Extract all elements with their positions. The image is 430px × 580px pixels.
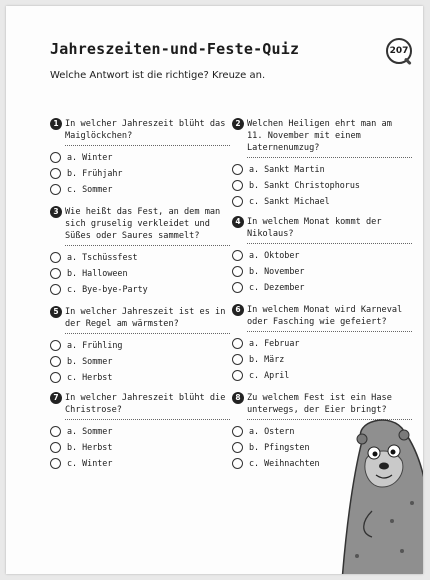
question-text xyxy=(232,118,412,154)
answer-label: b. Halloween xyxy=(67,268,128,278)
answer-option[interactable] xyxy=(50,369,230,385)
answer-option[interactable] xyxy=(232,367,412,383)
answer-checkbox[interactable] xyxy=(232,354,243,365)
answer-checkbox[interactable] xyxy=(50,340,61,351)
question-label: In welchem Monat wird Karneval oder Fasching wie gefeiert? xyxy=(247,305,403,327)
answer-option[interactable] xyxy=(50,455,230,471)
question-text xyxy=(50,206,230,242)
answer-option[interactable] xyxy=(232,177,412,193)
question-label: In welcher Jahreszeit blüht die Christrose? xyxy=(65,393,226,415)
answer-checkbox[interactable] xyxy=(50,426,61,437)
answer-checkbox[interactable] xyxy=(50,442,61,453)
answer-label: c. April xyxy=(249,370,290,380)
question-7 xyxy=(50,392,230,471)
question-6 xyxy=(232,304,412,383)
answer-option[interactable] xyxy=(232,263,412,279)
answer-checkbox[interactable] xyxy=(50,168,61,179)
answer-line xyxy=(247,331,412,332)
answer-option[interactable] xyxy=(232,279,412,295)
answer-line xyxy=(65,333,230,334)
page-number-badge xyxy=(386,38,413,65)
answer-label: c. Sommer xyxy=(67,184,113,194)
answer-checkbox[interactable] xyxy=(232,370,243,381)
question-number: 5 xyxy=(50,306,62,318)
answer-option[interactable] xyxy=(50,149,230,165)
answer-label: a. Tschüssfest xyxy=(67,252,138,262)
answer-line xyxy=(65,245,230,246)
answer-checkbox[interactable] xyxy=(232,196,243,207)
answer-option[interactable] xyxy=(232,351,412,367)
answer-checkbox[interactable] xyxy=(50,268,61,279)
answer-label: a. Februar xyxy=(249,338,300,348)
answer-label: c. Winter xyxy=(67,458,113,468)
question-text xyxy=(50,392,230,416)
answer-checkbox[interactable] xyxy=(50,184,61,195)
answer-checkbox[interactable] xyxy=(232,458,243,469)
answer-label: c. Weihnachten xyxy=(249,458,320,468)
answer-label: b. Frühjahr xyxy=(67,168,123,178)
answer-checkbox[interactable] xyxy=(50,372,61,383)
answer-line xyxy=(247,243,412,244)
answer-label: b. Sankt Christophorus xyxy=(249,180,360,190)
answer-label: b. November xyxy=(249,266,305,276)
answer-line xyxy=(247,157,412,158)
page-title: Jahreszeiten-und-Feste-Quiz xyxy=(50,40,300,58)
answer-label: a. Frühling xyxy=(67,340,123,350)
answer-option[interactable] xyxy=(232,247,412,263)
answer-label: b. Pfingsten xyxy=(249,442,310,452)
question-label: In welcher Jahreszeit ist es in der Regel am wärmsten? xyxy=(65,307,226,329)
question-number: 1 xyxy=(50,118,62,130)
answer-checkbox[interactable] xyxy=(50,152,61,163)
question-text xyxy=(50,306,230,330)
question-5 xyxy=(50,306,230,385)
answer-label: b. Herbst xyxy=(67,442,113,452)
answer-label: a. Winter xyxy=(67,152,113,162)
answer-label: c. Bye-bye-Party xyxy=(67,284,148,294)
answer-checkbox[interactable] xyxy=(232,266,243,277)
answer-option[interactable] xyxy=(50,353,230,369)
instructions: Welche Antwort ist die richtige? Kreuze an. xyxy=(50,70,266,81)
question-label: In welcher Jahreszeit blüht das Maiglöckchen? xyxy=(65,119,226,141)
answer-option[interactable] xyxy=(50,281,230,297)
question-label: Welchen Heiligen ehrt man am 11. November mit einem Laternenumzug? xyxy=(247,119,392,153)
answer-option[interactable] xyxy=(232,335,412,351)
answer-option[interactable] xyxy=(50,181,230,197)
question-2 xyxy=(232,118,412,209)
otter-mascot-illustration xyxy=(332,411,423,574)
answer-checkbox[interactable] xyxy=(232,282,243,293)
question-number: 6 xyxy=(232,304,244,316)
answer-label: b. März xyxy=(249,354,285,364)
question-number: 8 xyxy=(232,392,244,404)
answer-checkbox[interactable] xyxy=(50,252,61,263)
answer-checkbox[interactable] xyxy=(50,356,61,367)
question-number: 4 xyxy=(232,216,244,228)
answer-label: c. Herbst xyxy=(67,372,113,382)
magnifier-handle-icon xyxy=(404,57,412,65)
question-text xyxy=(50,118,230,142)
answer-option[interactable] xyxy=(50,423,230,439)
answer-label: b. Sommer xyxy=(67,356,113,366)
question-text xyxy=(232,216,412,240)
answer-option[interactable] xyxy=(50,265,230,281)
question-label: Zu welchem Fest ist ein Hase unterwegs, der Eier bringt? xyxy=(247,393,392,415)
answer-option[interactable] xyxy=(50,249,230,265)
answer-option[interactable] xyxy=(50,165,230,181)
answer-checkbox[interactable] xyxy=(232,426,243,437)
answer-label: a. Ostern xyxy=(249,426,295,436)
page-number: 207 xyxy=(386,38,412,64)
worksheet-page xyxy=(6,6,423,574)
answer-checkbox[interactable] xyxy=(232,338,243,349)
answer-option[interactable] xyxy=(50,337,230,353)
answer-label: a. Sankt Martin xyxy=(249,164,325,174)
question-number: 7 xyxy=(50,392,62,404)
answer-label: c. Sankt Michael xyxy=(249,196,330,206)
question-text xyxy=(232,304,412,328)
answer-label: c. Dezember xyxy=(249,282,305,292)
question-number: 2 xyxy=(232,118,244,130)
answer-checkbox[interactable] xyxy=(232,180,243,191)
answer-option[interactable] xyxy=(232,193,412,209)
answer-line xyxy=(65,419,230,420)
question-number: 3 xyxy=(50,206,62,218)
answer-checkbox[interactable] xyxy=(232,442,243,453)
answer-label: a. Sommer xyxy=(67,426,113,436)
answer-option[interactable] xyxy=(50,439,230,455)
question-label: In welchem Monat kommt der Nikolaus? xyxy=(247,217,382,239)
question-label: Wie heißt das Fest, an dem man sich gruselig verkleidet und Süßes oder Saures sammelt? xyxy=(65,207,221,241)
question-4 xyxy=(232,216,412,295)
answer-checkbox[interactable] xyxy=(50,458,61,469)
question-1 xyxy=(50,118,230,197)
answer-label: a. Oktober xyxy=(249,250,300,260)
question-3 xyxy=(50,206,230,297)
answer-checkbox[interactable] xyxy=(50,284,61,295)
answer-checkbox[interactable] xyxy=(232,250,243,261)
answer-checkbox[interactable] xyxy=(232,164,243,175)
answer-option[interactable] xyxy=(232,161,412,177)
answer-line xyxy=(65,145,230,146)
